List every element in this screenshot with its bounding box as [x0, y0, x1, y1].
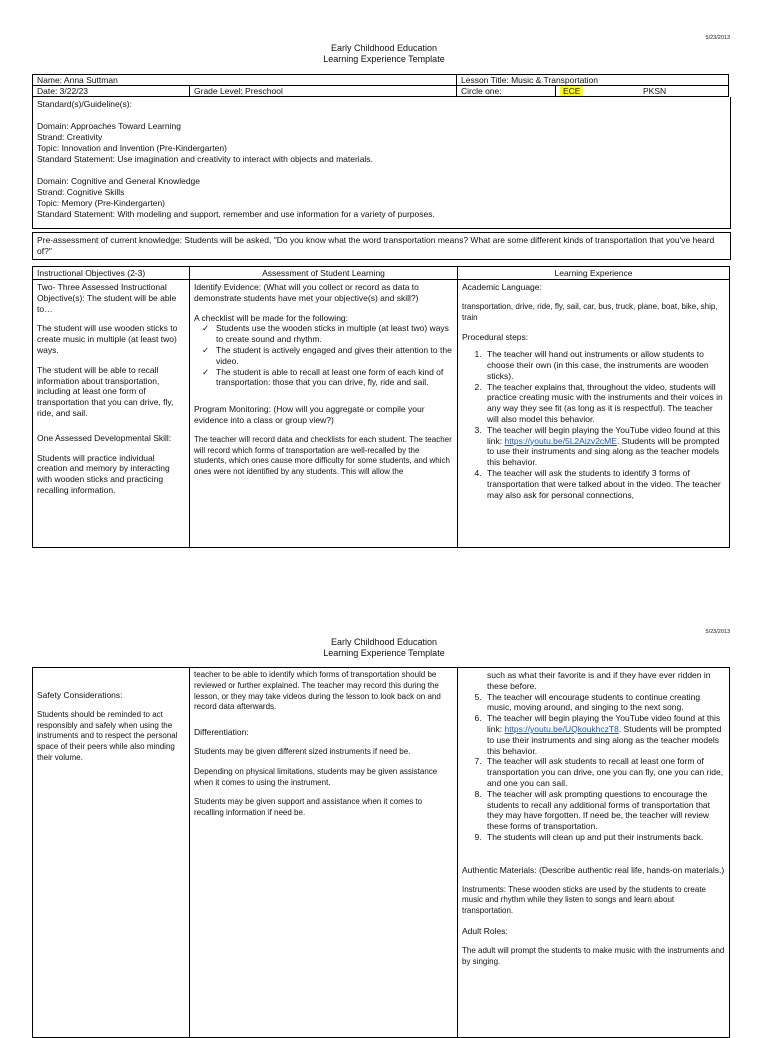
title-line-2: Learning Experience Template: [323, 648, 445, 658]
continuation-table: [32, 667, 730, 1038]
checklist-item: ✓ The student is actively engaged and gives their attention to the video.: [216, 345, 453, 367]
standard-line: Standard Statement: With modeling and support, remember and use information for a variety of purposes.: [37, 209, 435, 219]
procedural-step: 3. The teacher will begin playing the YouTube video found at this link: https://youtu.be/5L2Aizv2cME. Students will be prompted to use their instruments and sing along as the teacher models this behavior.: [484, 425, 725, 468]
procedural-heading: Procedural steps:: [462, 332, 529, 343]
authentic-materials-heading: Authentic Materials: (Describe authentic real life, hands-on materials.): [462, 864, 725, 875]
objectives-text: Two- Three Assessed Instructional Objective(s): The student will be able to…: [37, 282, 177, 314]
checklist-item: ✓ The student is able to recall at least one form of each kind of transportation: those that you can drive, fly, ride and sail.: [216, 367, 453, 389]
assessment-text: Identify Evidence: (What will you collect or record as data to demonstrate students have met your objective(s) and skill?): [194, 282, 419, 303]
procedural-step: 4. The teacher will ask the students to identify 3 forms of transportation that were talked about in the video. The teacher may also ask for personal connections,: [484, 468, 725, 500]
objectives-text: The student will use wooden sticks to create music in multiple (at least two) ways.: [37, 323, 178, 355]
assessment-cont-cell: [190, 668, 458, 1038]
assessment-text: teacher to be able to identify which forms of transportation should be reviewed or further explained. The teacher may record this during the lesson, or they may take videos during the lesson to look back on and record data afterwards.: [194, 670, 441, 712]
standards-box: [32, 97, 731, 229]
assessment-text: A checklist will be made for the following:: [194, 312, 349, 323]
circle-one-label: Circle one:: [457, 86, 556, 97]
assessment-text: Program Monitoring: (How will you aggregate or compile your evidence into a class or group view?): [194, 404, 425, 425]
page-2: [0, 600, 768, 1024]
checklist: [194, 323, 453, 388]
procedural-step: 2. The teacher explains that, throughout the video, students will practice creating music with the instruments and their voices in any way they see fit (as long as it is respectful). The teacher will also model this behavior.: [484, 382, 725, 425]
doc-title: [0, 43, 768, 65]
procedural-step: 5. The teacher will encourage students to continue creating music, moving around, and singing to the next song.: [484, 692, 725, 714]
standard-line: Standard Statement: Use imagination and creativity to interact with objects and materials.: [37, 154, 373, 164]
procedural-step: 8. The teacher will ask prompting questions to encourage the students to recall any additional forms of transportation that they may have forgotten. If need be, the teacher will review these forms of transportation.: [484, 789, 725, 832]
objectives-text: Students will practice individual creation and memory by interacting with wooden sticks and practicing recalling information.: [37, 452, 170, 495]
col-header-learning: Learning Experience: [458, 267, 730, 280]
standard-line: Topic: Memory (Pre-Kindergarten): [37, 198, 166, 208]
academic-language-heading: Academic Language:: [462, 282, 542, 292]
vocabulary-text: transportation, drive, ride, fly, sail, car, bus, truck, plane, boat, bike, ship, train: [462, 301, 718, 322]
date-cell: Date: 3/22/23: [33, 86, 190, 97]
name-cell: Name: Anna Suttman: [33, 75, 457, 86]
grade-level-cell: Grade Level: Preschool: [190, 86, 457, 97]
procedural-step: 7. The teacher will ask students to recall at least one form of transportation you can drive, one you can fly, one you can ride, and one you can sail.: [484, 756, 725, 788]
ece-option: [556, 86, 640, 97]
procedural-steps: [462, 692, 725, 843]
lesson-title-cell: Lesson Title: Music & Transportation: [457, 75, 729, 86]
col-header-objectives: Instructional Objectives (2-3): [33, 267, 190, 280]
pre-assessment-box: Pre-assessment of current knowledge: Students will be asked, "Do you know what the word transportation means? What are some different kinds of transportation that you've heard of?": [32, 232, 731, 260]
doc-title: [0, 637, 768, 659]
procedural-steps-cont: [462, 670, 725, 692]
assessment-cell: [190, 280, 458, 548]
title-line-1: Early Childhood Education: [330, 637, 438, 647]
procedural-steps: [462, 349, 725, 500]
date-stamp: 5/23/2013: [705, 629, 730, 635]
standard-line: Domain: Cognitive and General Knowledge: [37, 176, 201, 186]
procedural-step: 1. The teacher will hand out instruments or allow students to choose their own (in this case, the instruments are wooden sticks).: [484, 349, 725, 381]
youtube-link[interactable]: https://youtu.be/UQkoukhczT8: [504, 723, 619, 734]
youtube-link[interactable]: https://youtu.be/5L2Aizv2cME: [504, 435, 617, 446]
adult-roles-text: The adult will prompt the students to make music with the instruments and by singing.: [462, 945, 725, 966]
procedural-step: 6. The teacher will begin playing the YouTube video found at this link: https://youtu.be/UQkoukhczT8. Students will be prompted to use their instruments and sing along as the teacher models this behavior.: [484, 713, 725, 756]
adult-roles-heading: Adult Roles:: [462, 925, 508, 936]
differentiation-heading: Differentiation:: [194, 727, 249, 738]
differentiation-text: Students may be given support and assistance when it comes to recalling information if need be.: [194, 797, 423, 818]
pksn-option: PKSN: [639, 86, 729, 97]
objectives-table: [32, 266, 730, 548]
title-line-1: Early Childhood Education: [330, 43, 438, 53]
procedural-step: 9. The students will clean up and put their instruments back.: [484, 832, 725, 843]
learning-cont-cell: [458, 668, 730, 1038]
date-stamp: 5/23/2013: [705, 35, 730, 41]
objectives-text: The student will be able to recall information about transportation, including at least one form of transportation that you can drive, fly, ride, and sail.: [37, 364, 174, 418]
standards-heading: Standard(s)/Guideline(s):: [37, 99, 132, 109]
header-table: [32, 74, 729, 97]
standard-line: Domain: Approaches Toward Learning: [37, 121, 181, 131]
standard-line: Topic: Innovation and Invention (Pre-Kindergarten): [37, 143, 227, 153]
safety-cell: [33, 668, 190, 1038]
developmental-skill-heading: One Assessed Developmental Skill:: [37, 432, 172, 443]
differentiation-text: Students may be given different sized instruments if need be.: [194, 746, 411, 756]
standard-line: Strand: Cognitive Skills: [37, 187, 125, 197]
procedural-step: such as what their favorite is and if they have ever ridden in these before.: [487, 670, 711, 691]
assessment-text: The teacher will record data and checklists for each student. The teacher will record which forms of transportation are well-recalled by the students, which ones cause more difficulty for some students, and which ones were not identified by any students. This will allow the: [194, 434, 452, 477]
standard-line: Strand: Creativity: [37, 132, 103, 142]
checklist-item: ✓ Students use the wooden sticks in multiple (at least two) ways to create sound and rhythm.: [216, 323, 453, 345]
ece-highlight: ECE: [560, 86, 583, 96]
safety-text: Students should be reminded to act responsibly and safely when using the instruments and to respect the personal space of their peers while also minding their volume.: [37, 709, 178, 762]
col-header-assessment: Assessment of Student Learning: [190, 267, 458, 280]
title-line-2: Learning Experience Template: [323, 54, 445, 64]
safety-heading: Safety Considerations:: [37, 690, 123, 700]
instruments-text: Instruments: These wooden sticks are used by the students to create music and rhythm while they listen to songs and learn about transportation.: [462, 884, 706, 916]
objectives-cell: [33, 280, 190, 548]
learning-cell: [458, 280, 730, 548]
differentiation-text: Depending on physical limitations, students may be given assistance when it comes to using the instrument.: [194, 766, 438, 787]
